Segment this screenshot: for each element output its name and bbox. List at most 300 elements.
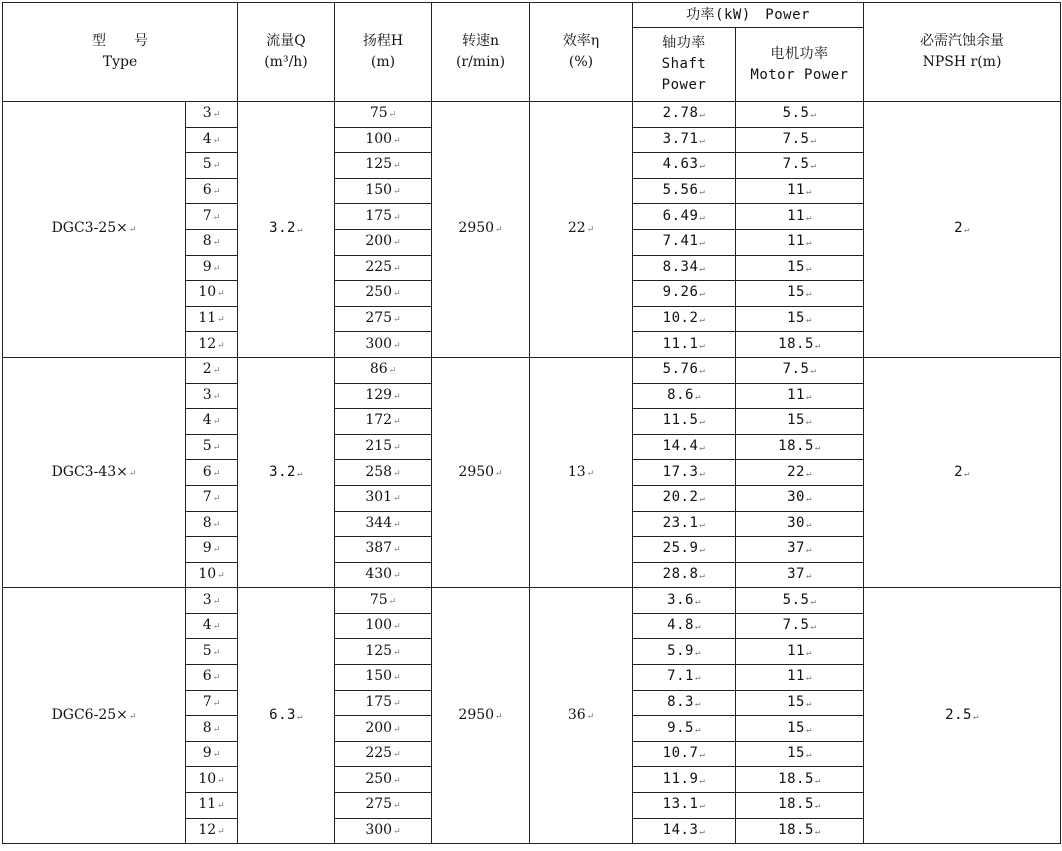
stages-cell — [186, 178, 238, 204]
paragraph-mark-icon: ↵ — [699, 289, 706, 300]
shaft-power-cell-value: 3.71 — [662, 130, 699, 147]
shaft-power-cell — [633, 383, 736, 409]
shaft-power-cell — [633, 357, 736, 383]
head-cell — [335, 511, 432, 537]
stages-cell — [186, 332, 238, 358]
motor-power-cell — [736, 434, 864, 460]
paragraph-mark-icon: ↵ — [217, 289, 225, 300]
paragraph-mark-icon: ↵ — [393, 622, 401, 633]
head-cell-value: 275 — [365, 310, 393, 327]
stages-cell — [186, 767, 238, 793]
motor-power-cell — [736, 306, 864, 332]
npsh-cell — [864, 588, 1061, 844]
paragraph-mark-icon: ↵ — [694, 622, 701, 633]
stages-cell-value: 5 — [202, 642, 212, 659]
paragraph-mark-icon: ↵ — [805, 238, 812, 249]
head-cell-value: 300 — [365, 335, 393, 352]
head-cell-value: 301 — [365, 489, 393, 506]
paragraph-mark-icon: ↵ — [810, 596, 817, 607]
paragraph-mark-icon: ↵ — [699, 161, 706, 172]
header-shaft-en1: Shaft — [661, 56, 707, 72]
paragraph-mark-icon: ↵ — [694, 596, 701, 607]
paragraph-mark-icon: ↵ — [212, 238, 221, 249]
paragraph-mark-icon: ↵ — [393, 698, 401, 709]
paragraph-mark-icon: ↵ — [393, 494, 401, 505]
model-name-value: DGC6-25× — [51, 706, 128, 723]
paragraph-mark-icon: ↵ — [212, 366, 221, 377]
paragraph-mark-icon: ↵ — [805, 417, 812, 428]
header-head-unit: (m) — [370, 54, 396, 70]
paragraph-mark-icon: ↵ — [810, 366, 817, 377]
paragraph-mark-icon: ↵ — [128, 468, 137, 479]
stages-cell — [186, 204, 238, 230]
motor-power-cell-value: 30 — [787, 489, 805, 506]
shaft-power-cell — [633, 690, 736, 716]
stages-cell — [186, 102, 238, 128]
motor-power-cell — [736, 460, 864, 486]
shaft-power-cell-value: 4.8 — [667, 617, 694, 634]
motor-power-cell — [736, 357, 864, 383]
paragraph-mark-icon: ↵ — [805, 391, 812, 402]
paragraph-mark-icon: ↵ — [805, 494, 812, 505]
stages-cell — [186, 537, 238, 563]
header-motor-en: Motor Power — [750, 66, 849, 83]
head-cell-value: 200 — [365, 719, 393, 736]
stages-cell — [186, 460, 238, 486]
paragraph-mark-icon: ↵ — [805, 263, 812, 274]
head-cell-value: 430 — [365, 565, 393, 582]
motor-power-cell-value: 15 — [787, 745, 805, 762]
motor-power-cell — [736, 178, 864, 204]
stages-cell-value: 8 — [202, 719, 212, 736]
shaft-power-cell-value: 25.9 — [662, 540, 699, 557]
shaft-power-cell-value: 11.5 — [662, 412, 699, 429]
shaft-power-cell — [633, 716, 736, 742]
header-type-cn: 型 号 — [92, 33, 148, 49]
model-name — [3, 588, 186, 844]
motor-power-cell-value: 11 — [787, 233, 805, 250]
paragraph-mark-icon: ↵ — [699, 187, 706, 198]
head-cell-value: 100 — [365, 617, 393, 634]
header-head — [335, 3, 432, 102]
paragraph-mark-icon: ↵ — [212, 212, 221, 223]
motor-power-cell — [736, 485, 864, 511]
paragraph-mark-icon: ↵ — [694, 673, 701, 684]
head-cell-value: 175 — [365, 207, 393, 224]
paragraph-mark-icon: ↵ — [699, 340, 706, 351]
head-cell-value: 86 — [369, 361, 388, 378]
shaft-power-cell — [633, 485, 736, 511]
speed-cell-value: 2950 — [458, 463, 495, 480]
paragraph-mark-icon: ↵ — [393, 775, 401, 786]
shaft-power-cell-value: 9.5 — [667, 719, 694, 736]
paragraph-mark-icon: ↵ — [393, 238, 401, 249]
paragraph-mark-icon: ↵ — [805, 468, 812, 479]
stages-cell-value: 10 — [198, 284, 217, 301]
head-cell-value: 300 — [365, 821, 393, 838]
paragraph-mark-icon: ↵ — [805, 750, 812, 761]
paragraph-mark-icon: ↵ — [212, 110, 221, 121]
paragraph-mark-icon: ↵ — [699, 366, 706, 377]
paragraph-mark-icon: ↵ — [699, 750, 706, 761]
shaft-power-cell — [633, 102, 736, 128]
shaft-power-cell-value: 4.63 — [662, 156, 699, 173]
paragraph-mark-icon: ↵ — [699, 545, 706, 556]
stages-cell-value: 5 — [202, 156, 212, 173]
stages-cell-value: 6 — [202, 668, 212, 685]
paragraph-mark-icon: ↵ — [296, 468, 303, 479]
flow-cell-value: 3.2 — [269, 220, 296, 237]
shaft-power-cell-value: 23.1 — [662, 514, 699, 531]
head-cell-value: 344 — [365, 514, 393, 531]
head-cell-value: 250 — [365, 770, 393, 787]
stages-cell — [186, 639, 238, 665]
stages-cell — [186, 127, 238, 153]
shaft-power-cell — [633, 639, 736, 665]
shaft-power-cell — [633, 229, 736, 255]
paragraph-mark-icon: ↵ — [393, 187, 401, 198]
motor-power-cell — [736, 332, 864, 358]
head-cell — [335, 741, 432, 767]
stages-cell — [186, 409, 238, 435]
head-cell — [335, 332, 432, 358]
head-cell — [335, 767, 432, 793]
header-power-label: 功率(kW) Power — [686, 6, 810, 23]
header-shaft-cn: 轴功率 — [662, 35, 706, 51]
paragraph-mark-icon: ↵ — [699, 494, 706, 505]
paragraph-mark-icon: ↵ — [212, 673, 221, 684]
shaft-power-cell-value: 7.1 — [667, 668, 694, 685]
head-cell-value: 172 — [365, 412, 393, 429]
motor-power-cell-value: 18.5 — [778, 770, 814, 787]
stages-cell — [186, 281, 238, 307]
head-cell-value: 75 — [369, 591, 388, 608]
model-name-value: DGC3-43× — [51, 463, 128, 480]
motor-power-cell — [736, 767, 864, 793]
motor-power-cell-value: 18.5 — [778, 438, 814, 455]
paragraph-mark-icon: ↵ — [217, 801, 225, 812]
motor-power-cell — [736, 102, 864, 128]
shaft-power-cell — [633, 178, 736, 204]
header-npsh-en: NPSH r(m) — [922, 54, 1002, 70]
head-cell — [335, 357, 432, 383]
head-cell — [335, 409, 432, 435]
shaft-power-cell — [633, 332, 736, 358]
head-cell-value: 100 — [365, 130, 393, 147]
stages-cell — [186, 434, 238, 460]
paragraph-mark-icon: ↵ — [393, 417, 401, 428]
paragraph-mark-icon: ↵ — [810, 622, 817, 633]
paragraph-mark-icon: ↵ — [805, 212, 812, 223]
stages-cell — [186, 511, 238, 537]
motor-power-cell-value: 7.5 — [782, 130, 810, 147]
shaft-power-cell — [633, 818, 736, 844]
paragraph-mark-icon: ↵ — [699, 570, 706, 581]
stages-cell — [186, 741, 238, 767]
motor-power-cell — [736, 613, 864, 639]
npsh-cell-value: 2.5 — [945, 706, 972, 723]
paragraph-mark-icon: ↵ — [694, 698, 701, 709]
flow-cell — [238, 102, 335, 358]
stages-cell-value: 6 — [202, 463, 212, 480]
motor-power-cell-value: 18.5 — [778, 335, 814, 352]
motor-power-cell — [736, 793, 864, 819]
motor-power-cell-value: 7.5 — [782, 361, 810, 378]
paragraph-mark-icon: ↵ — [814, 340, 821, 351]
motor-power-cell-value: 5.5 — [782, 591, 810, 608]
head-cell-value: 200 — [365, 233, 393, 250]
stages-cell-value: 3 — [202, 386, 212, 403]
paragraph-mark-icon: ↵ — [212, 596, 221, 607]
stages-cell-value: 4 — [202, 617, 212, 634]
shaft-power-cell — [633, 281, 736, 307]
stages-cell-value: 8 — [202, 514, 212, 531]
paragraph-mark-icon: ↵ — [393, 212, 401, 223]
efficiency-cell-value: 13 — [567, 463, 586, 480]
head-cell — [335, 127, 432, 153]
motor-power-cell-value: 37 — [787, 565, 805, 582]
paragraph-mark-icon: ↵ — [805, 545, 812, 556]
header-shaft-en2: Power — [661, 77, 707, 93]
header-flow-unit: (m³/h) — [264, 54, 308, 70]
header-row-top — [3, 3, 1061, 28]
header-speed — [432, 3, 530, 102]
head-cell — [335, 613, 432, 639]
npsh-cell-value: 2 — [954, 220, 963, 237]
paragraph-mark-icon: ↵ — [212, 391, 221, 402]
paragraph-mark-icon: ↵ — [128, 225, 137, 236]
motor-power-cell-value: 11 — [787, 207, 805, 224]
paragraph-mark-icon: ↵ — [212, 724, 221, 735]
pump-performance-table — [2, 2, 1061, 844]
head-cell-value: 225 — [365, 258, 393, 275]
stages-cell — [186, 229, 238, 255]
paragraph-mark-icon: ↵ — [586, 711, 595, 722]
paragraph-mark-icon: ↵ — [393, 135, 401, 146]
paragraph-mark-icon: ↵ — [805, 724, 812, 735]
motor-power-cell — [736, 588, 864, 614]
paragraph-mark-icon: ↵ — [805, 570, 812, 581]
paragraph-mark-icon: ↵ — [495, 225, 503, 236]
head-cell — [335, 537, 432, 563]
shaft-power-cell — [633, 306, 736, 332]
motor-power-cell-value: 15 — [787, 310, 805, 327]
shaft-power-cell-value: 20.2 — [662, 489, 699, 506]
stages-cell-value: 3 — [202, 591, 212, 608]
header-flow — [238, 3, 335, 102]
head-cell-value: 75 — [369, 105, 388, 122]
stages-cell — [186, 716, 238, 742]
shaft-power-cell-value: 13.1 — [662, 796, 699, 813]
paragraph-mark-icon: ↵ — [972, 711, 979, 722]
model-name — [3, 102, 186, 358]
paragraph-mark-icon: ↵ — [393, 289, 401, 300]
shaft-power-cell — [633, 434, 736, 460]
motor-power-cell-value: 11 — [787, 668, 805, 685]
header-npsh — [864, 3, 1061, 102]
paragraph-mark-icon: ↵ — [814, 826, 821, 837]
motor-power-cell — [736, 409, 864, 435]
paragraph-mark-icon: ↵ — [217, 775, 225, 786]
motor-power-cell-value: 11 — [787, 386, 805, 403]
shaft-power-cell-value: 2.78 — [662, 105, 699, 122]
header-type-en: Type — [102, 54, 138, 70]
head-cell — [335, 153, 432, 179]
motor-power-cell-value: 18.5 — [778, 796, 814, 813]
npsh-cell — [864, 357, 1061, 587]
paragraph-mark-icon: ↵ — [393, 647, 401, 658]
paragraph-mark-icon: ↵ — [495, 711, 503, 722]
paragraph-mark-icon: ↵ — [699, 315, 706, 326]
speed-cell-value: 2950 — [458, 706, 495, 723]
header-eff-cn: 效率η — [562, 33, 600, 49]
paragraph-mark-icon: ↵ — [393, 315, 401, 326]
shaft-power-cell — [633, 409, 736, 435]
motor-power-cell-value: 5.5 — [782, 105, 810, 122]
paragraph-mark-icon: ↵ — [699, 417, 706, 428]
paragraph-mark-icon: ↵ — [694, 724, 701, 735]
motor-power-cell — [736, 383, 864, 409]
paragraph-mark-icon: ↵ — [212, 443, 221, 454]
motor-power-cell-value: 11 — [787, 642, 805, 659]
paragraph-mark-icon: ↵ — [217, 570, 225, 581]
stages-cell — [186, 357, 238, 383]
head-cell — [335, 255, 432, 281]
shaft-power-cell — [633, 153, 736, 179]
shaft-power-cell-value: 5.76 — [662, 361, 699, 378]
shaft-power-cell — [633, 613, 736, 639]
paragraph-mark-icon: ↵ — [393, 673, 401, 684]
npsh-cell — [864, 102, 1061, 358]
paragraph-mark-icon: ↵ — [699, 238, 706, 249]
shaft-power-cell-value: 8.34 — [662, 258, 699, 275]
paragraph-mark-icon: ↵ — [814, 443, 821, 454]
stages-cell-value: 9 — [202, 258, 212, 275]
motor-power-cell — [736, 716, 864, 742]
header-motor-power — [736, 28, 864, 102]
stages-cell-value: 9 — [202, 540, 212, 557]
header-power-group — [633, 3, 864, 28]
paragraph-mark-icon: ↵ — [212, 622, 221, 633]
efficiency-cell-value: 36 — [567, 706, 586, 723]
shaft-power-cell — [633, 767, 736, 793]
paragraph-mark-icon: ↵ — [699, 775, 706, 786]
head-cell-value: 150 — [365, 182, 393, 199]
stages-cell — [186, 562, 238, 588]
shaft-power-cell-value: 8.6 — [667, 386, 694, 403]
shaft-power-cell — [633, 741, 736, 767]
paragraph-mark-icon: ↵ — [699, 826, 706, 837]
stages-cell-value: 11 — [198, 310, 217, 327]
stages-cell-value: 7 — [202, 207, 212, 224]
header-speed-cn: 转速n — [461, 33, 500, 49]
paragraph-mark-icon: ↵ — [586, 225, 595, 236]
motor-power-cell-value: 15 — [787, 258, 805, 275]
paragraph-mark-icon: ↵ — [964, 225, 970, 236]
paragraph-mark-icon: ↵ — [393, 161, 401, 172]
paragraph-mark-icon: ↵ — [393, 801, 401, 812]
stages-cell-value: 4 — [202, 412, 212, 429]
header-efficiency — [530, 3, 633, 102]
paragraph-mark-icon: ↵ — [128, 711, 137, 722]
paragraph-mark-icon: ↵ — [694, 647, 701, 658]
paragraph-mark-icon: ↵ — [699, 110, 706, 121]
paragraph-mark-icon: ↵ — [805, 519, 812, 530]
paragraph-mark-icon: ↵ — [212, 135, 221, 146]
shaft-power-cell-value: 10.2 — [662, 310, 699, 327]
npsh-cell-value: 2 — [954, 463, 963, 480]
header-shaft-power — [633, 28, 736, 102]
shaft-power-cell — [633, 255, 736, 281]
shaft-power-cell — [633, 204, 736, 230]
paragraph-mark-icon: ↵ — [217, 340, 225, 351]
motor-power-cell — [736, 153, 864, 179]
flow-cell — [238, 588, 335, 844]
paragraph-mark-icon: ↵ — [296, 225, 303, 236]
paragraph-mark-icon: ↵ — [814, 775, 821, 786]
paragraph-mark-icon: ↵ — [393, 340, 401, 351]
shaft-power-cell — [633, 460, 736, 486]
paragraph-mark-icon: ↵ — [699, 212, 706, 223]
shaft-power-cell-value: 3.6 — [667, 591, 694, 608]
motor-power-cell — [736, 537, 864, 563]
shaft-power-cell-value: 8.3 — [667, 693, 694, 710]
paragraph-mark-icon: ↵ — [805, 289, 812, 300]
paragraph-mark-icon: ↵ — [296, 711, 303, 722]
header-motor-cn: 电机功率 — [770, 45, 829, 62]
head-cell — [335, 665, 432, 691]
table-row — [3, 102, 1061, 128]
stages-cell-value: 5 — [202, 438, 212, 455]
paragraph-mark-icon: ↵ — [495, 468, 503, 479]
head-cell — [335, 716, 432, 742]
stages-cell — [186, 383, 238, 409]
motor-power-cell-value: 15 — [787, 719, 805, 736]
paragraph-mark-icon: ↵ — [393, 391, 401, 402]
head-cell-value: 150 — [365, 668, 393, 685]
motor-power-cell-value: 11 — [787, 182, 805, 199]
flow-cell-value: 3.2 — [269, 463, 296, 480]
header-head-cn: 扬程H — [362, 33, 404, 49]
stages-cell — [186, 153, 238, 179]
head-cell — [335, 178, 432, 204]
model-name — [3, 357, 186, 587]
head-cell-value: 387 — [365, 540, 393, 557]
paragraph-mark-icon: ↵ — [393, 570, 401, 581]
speed-cell-value: 2950 — [458, 220, 495, 237]
motor-power-cell-value: 15 — [787, 284, 805, 301]
stages-cell — [186, 793, 238, 819]
shaft-power-cell — [633, 511, 736, 537]
head-cell — [335, 383, 432, 409]
flow-cell-value: 6.3 — [269, 706, 296, 723]
motor-power-cell — [736, 818, 864, 844]
paragraph-mark-icon: ↵ — [964, 468, 970, 479]
stages-cell-value: 12 — [198, 821, 217, 838]
speed-cell — [432, 588, 530, 844]
head-cell — [335, 229, 432, 255]
shaft-power-cell-value: 28.8 — [662, 565, 699, 582]
motor-power-cell — [736, 281, 864, 307]
paragraph-mark-icon: ↵ — [814, 801, 821, 812]
stages-cell-value: 10 — [198, 565, 217, 582]
paragraph-mark-icon: ↵ — [699, 519, 706, 530]
stages-cell-value: 11 — [198, 796, 217, 813]
paragraph-mark-icon: ↵ — [212, 263, 221, 274]
paragraph-mark-icon: ↵ — [805, 187, 812, 198]
head-cell-value: 275 — [365, 796, 393, 813]
motor-power-cell-value: 22 — [787, 463, 805, 480]
